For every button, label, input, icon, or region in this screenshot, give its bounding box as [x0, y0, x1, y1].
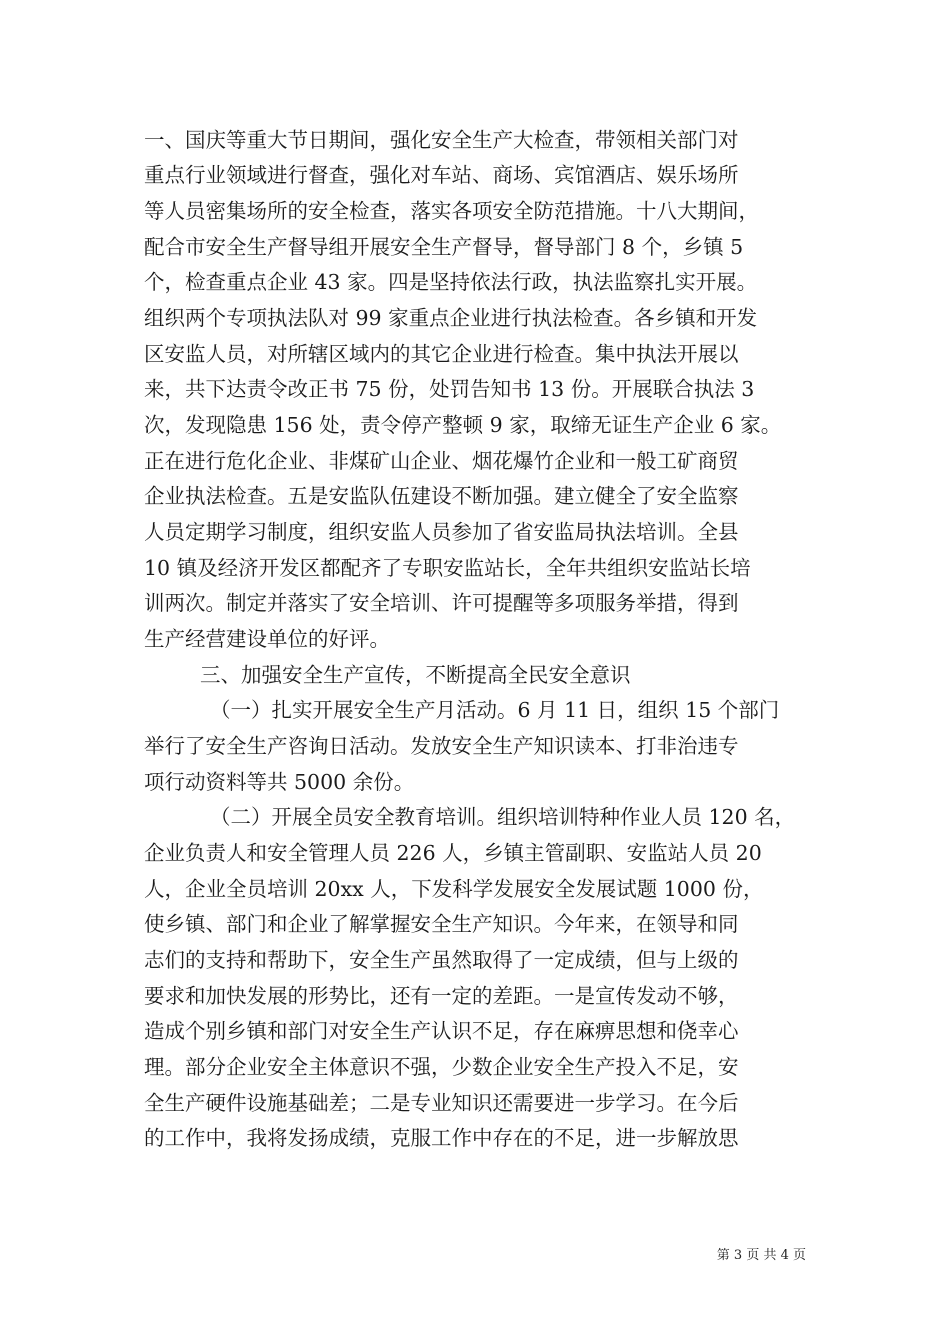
text-line: 正在进行危化企业、非煤矿山企业、烟花爆竹企业和一般工矿商贸 [144, 449, 739, 473]
text-line: 要求和加快发展的形势比，还有一定的差距。一是宣传发动不够， [144, 984, 739, 1008]
text-line: 全生产硬件设施基础差；二是专业知识还需要进一步学习。在今后 [144, 1091, 739, 1115]
text-line: 配合市安全生产督导组开展安全生产督导，督导部门 8 个，乡镇 5 [144, 235, 744, 259]
text-line: 造成个别乡镇和部门对安全生产认识不足，存在麻痹思想和侥幸心 [144, 1019, 739, 1043]
text-line: 来，共下达责令改正书 75 份，处罚告知书 13 份。开展联合执法 3 [144, 377, 755, 401]
text-line: 个，检查重点企业 43 家。四是坚持依法行政，执法监察扎实开展。 [144, 270, 758, 294]
section-heading: 三、加强安全生产宣传，不断提高全民安全意识 [200, 663, 631, 687]
text-line: 区安监人员，对所辖区域内的其它企业进行检查。集中执法开展以 [144, 342, 739, 366]
text-line: 举行了安全生产咨询日活动。发放安全生产知识读本、打非治违专 [144, 734, 739, 758]
text-line: （一）扎实开展安全生产月活动。6 月 11 日，组织 15 个部门 [210, 698, 780, 722]
text-line: 生产经营建设单位的好评。 [144, 627, 390, 651]
text-line: （二）开展全员安全教育培训。组织培训特种作业人员 120 名， [210, 805, 796, 829]
text-line: 次，发现隐患 156 处，责令停产整顿 9 家，取缔无证生产企业 6 家。 [144, 413, 782, 437]
text-line: 组织两个专项执法队对 99 家重点企业进行执法检查。各乡镇和开发 [144, 306, 758, 330]
text-line: 一、国庆等重大节日期间，强化安全生产大检查，带领相关部门对 [144, 128, 739, 152]
text-line: 训两次。制定并落实了安全培训、许可提醒等多项服务举措，得到 [144, 591, 739, 615]
text-line: 的工作中，我将发扬成绩，克服工作中存在的不足，进一步解放思 [144, 1126, 739, 1150]
text-line: 项行动资料等共 5000 余份。 [144, 770, 415, 794]
text-line: 企业执法检查。五是安监队伍建设不断加强。建立健全了安全监察 [144, 484, 739, 508]
text-line: 使乡镇、部门和企业了解掌握安全生产知识。今年来，在领导和同 [144, 912, 739, 936]
page-number-footer: 第 3 页 共 4 页 [716, 1248, 806, 1263]
text-line: 人员定期学习制度，组织安监人员参加了省安监局执法培训。全县 [144, 520, 739, 544]
text-line: 人，企业全员培训 20xx 人，下发科学发展安全发展试题 1000 份， [144, 877, 764, 901]
text-line: 企业负责人和安全管理人员 226 人，乡镇主管副职、安监站人员 20 [144, 841, 762, 865]
text-line: 理。部分企业安全主体意识不强，少数企业安全生产投入不足，安 [144, 1055, 739, 1079]
text-line: 志们的支持和帮助下，安全生产虽然取得了一定成绩，但与上级的 [144, 948, 739, 972]
text-line: 重点行业领域进行督查，强化对车站、商场、宾馆酒店、娱乐场所 [144, 163, 739, 187]
text-line: 等人员密集场所的安全检查，落实各项安全防范措施。十八大期间， [144, 199, 759, 223]
text-line: 10 镇及经济开发区都配齐了专职安监站长，全年共组织安监站长培 [144, 556, 751, 580]
